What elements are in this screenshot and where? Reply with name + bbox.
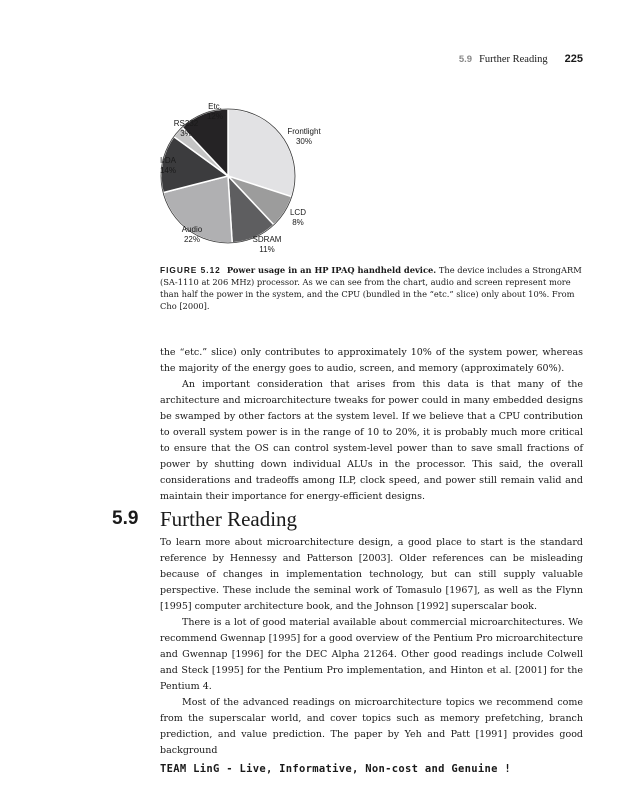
paragraph: Most of the advanced readings on microarchitecture topics we recommend come from the superscalar world, and cover topics such as memory prefetching, branch prediction, and value prediction. The paper by Yeh and Patt [1991] provides good background: [160, 697, 583, 756]
pie-label-name: RS232: [173, 119, 199, 128]
pie-label-rs232: [156, 119, 216, 139]
figure-label: FIGURE 5.12: [160, 265, 221, 275]
pie-label-frontlight: [274, 127, 334, 147]
pie-label-name: Etc.: [208, 102, 222, 111]
pie-label-etc: [185, 102, 245, 122]
section-heading: Further Reading: [160, 507, 298, 531]
paragraph: the “etc.” slice) only contributes to approximately 10% of the system power, whereas the majority of the energy goes to audio, screen, and memory (approximately 60%).: [160, 347, 583, 374]
body-text: [160, 345, 583, 505]
header-section-title: Further Reading: [479, 54, 548, 65]
pie-label-value: 3%: [180, 129, 192, 138]
pie-label-value: 30%: [295, 137, 312, 146]
figure-caption-text: The device includes a StrongARM (SA-1110 at 206 MHz) processor. As we can see from the chart, audio and screen represent more than half the power in the system, and the CPU (bundled in the “etc.” slice) only about 10%. From Cho [2000].: [160, 265, 582, 311]
header-section-number: 5.9: [458, 54, 473, 65]
figure-caption: [160, 264, 585, 312]
pie-label-value: 22%: [183, 235, 200, 244]
section-number: 5.9: [112, 508, 139, 529]
paragraph: There is a lot of good material available about commercial microarchitectures. We recommend Gwennap [1995] for a good overview of the Pentium Pro microarchitecture and Gwennap [1996] for the DEC Alpha 21264. Other good readings include Colwell and Steck [1995] for the Pentium Pro implementation, and Hinton et al. [2001] for the Pentium 4.: [160, 617, 583, 692]
pie-label-irda: [138, 156, 198, 176]
paragraph: To learn more about microarchitecture design, a good place to start is the standard reference by Hennessy and Patterson [2003]. Older references can be misleading because of changes in implementation technology, but can still supply valuable perspective. These include the seminal work of Tomasulo [1967], as well as the Flynn [1995] computer architecture book, and the Johnson [1992] superscalar book.: [160, 537, 583, 612]
paragraph: An important consideration that arises from this data is that many of the architecture and microarchitecture tweaks for power could in many embedded designs be swamped by other factors at the system level. If we believe that a CPU contribution to overall system power is in the range of 10 to 20%, it is probably much more critical to ensure that the OS can control system-level power than to save small fractions of power by shutting down individual ALUs in the processor. This said, the overall considerations and tradeoffs among ILP, clock speed, and power still remain valid and maintain their importance for energy-efficient designs.: [160, 379, 583, 502]
pie-label-value: 12%: [206, 112, 223, 121]
pie-label-audio: [162, 225, 222, 245]
section-body: [160, 535, 583, 759]
pie-label-name: LCD: [289, 208, 306, 217]
pie-label-name: Frontlight: [287, 127, 321, 136]
pie-label-sdram: [237, 235, 297, 255]
figure-title: Power usage in an HP IPAQ handheld device.: [226, 265, 437, 275]
pie-label-name: SDRAM: [252, 235, 282, 244]
pie-label-lcd: [268, 208, 328, 228]
pie-label-name: Audio: [181, 225, 203, 234]
pie-label-value: 8%: [292, 218, 304, 227]
pie-label-value: 14%: [159, 166, 176, 175]
footer-watermark: TEAM LinG - Live, Informative, Non-cost and Genuine !: [160, 763, 511, 775]
pie-label-value: 11%: [259, 245, 275, 254]
pie-label-name: IrDA: [160, 156, 176, 165]
page-number: 225: [564, 53, 583, 65]
